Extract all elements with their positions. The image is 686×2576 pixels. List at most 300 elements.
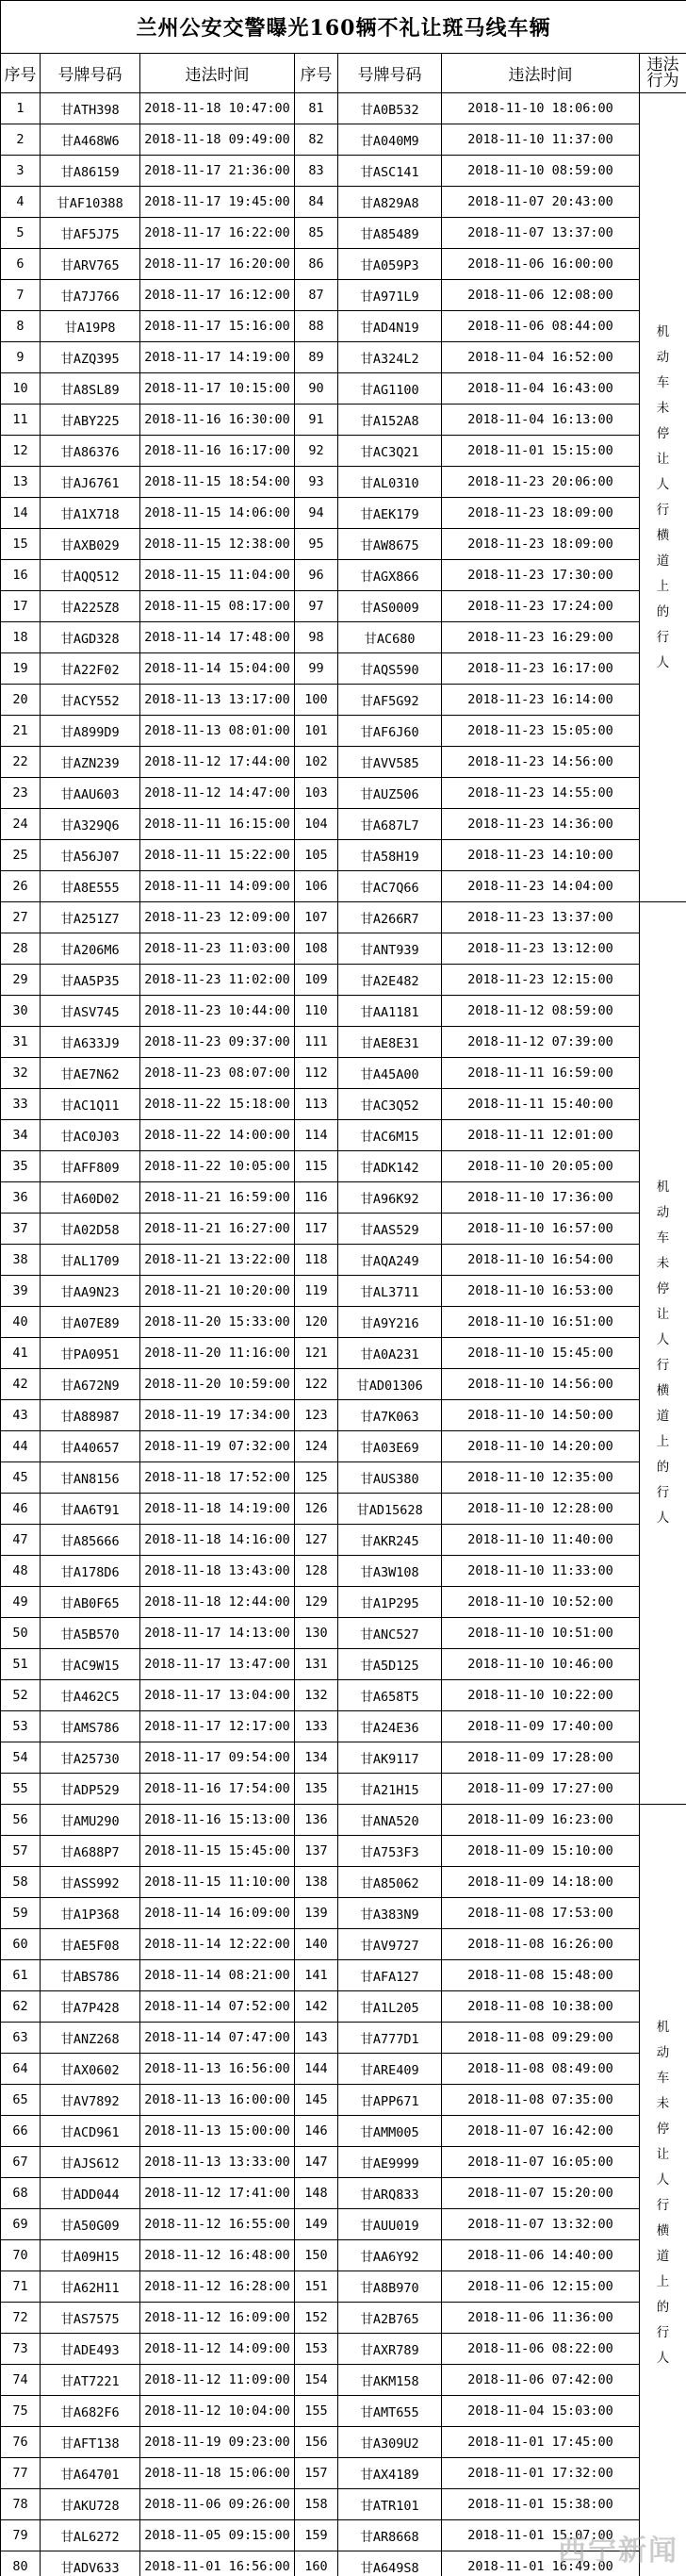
row-seq-left: 76 bbox=[1, 2427, 41, 2458]
table-row bbox=[1, 1649, 686, 1680]
row-time-right: 2018-11-04 16:43:00 bbox=[442, 373, 640, 405]
row-plate-left: 甘AKU728 bbox=[41, 2489, 140, 2520]
row-plate-right: 甘AC7Q66 bbox=[338, 871, 442, 902]
row-time-left: 2018-11-15 08:17:00 bbox=[140, 591, 295, 622]
row-seq-left: 45 bbox=[1, 1462, 41, 1494]
row-seq-right: 136 bbox=[295, 1805, 338, 1836]
row-seq-right: 82 bbox=[295, 124, 338, 156]
row-seq-left: 72 bbox=[1, 2303, 41, 2334]
table-row bbox=[1, 2489, 686, 2520]
row-plate-left: 甘AMU290 bbox=[41, 1805, 140, 1836]
row-plate-right: 甘A971L9 bbox=[338, 280, 442, 311]
row-seq-left: 31 bbox=[1, 1027, 41, 1058]
row-time-right: 2018-11-10 16:51:00 bbox=[442, 1307, 640, 1338]
row-plate-left: 甘A462C5 bbox=[41, 1680, 140, 1711]
row-seq-left: 73 bbox=[1, 2334, 41, 2365]
row-seq-left: 61 bbox=[1, 1960, 41, 1991]
row-seq-left: 77 bbox=[1, 2458, 41, 2489]
row-seq-right: 107 bbox=[295, 902, 338, 933]
row-seq-right: 146 bbox=[295, 2116, 338, 2147]
row-seq-left: 59 bbox=[1, 1898, 41, 1929]
row-time-right: 2018-11-09 15:10:00 bbox=[442, 1836, 640, 1867]
row-seq-left: 52 bbox=[1, 1680, 41, 1711]
row-seq-right: 110 bbox=[295, 996, 338, 1027]
row-seq-left: 3 bbox=[1, 156, 41, 187]
row-plate-left: 甘AJ6761 bbox=[41, 467, 140, 498]
row-plate-right: 甘AG1100 bbox=[338, 373, 442, 405]
row-seq-right: 95 bbox=[295, 529, 338, 560]
row-plate-right: 甘ATR101 bbox=[338, 2489, 442, 2520]
row-time-left: 2018-11-13 15:00:00 bbox=[140, 2116, 295, 2147]
row-plate-left: 甘AE5F08 bbox=[41, 1929, 140, 1960]
table-row bbox=[1, 2365, 686, 2396]
row-time-left: 2018-11-11 16:15:00 bbox=[140, 809, 295, 840]
row-time-right: 2018-11-10 14:50:00 bbox=[442, 1400, 640, 1431]
row-time-left: 2018-11-12 11:09:00 bbox=[140, 2365, 295, 2396]
row-time-right: 2018-11-06 07:42:00 bbox=[442, 2365, 640, 2396]
row-seq-left: 48 bbox=[1, 1556, 41, 1587]
row-plate-left: 甘A1P368 bbox=[41, 1898, 140, 1929]
row-time-right: 2018-11-23 16:17:00 bbox=[442, 653, 640, 685]
row-plate-left: 甘ADE493 bbox=[41, 2334, 140, 2365]
row-time-left: 2018-11-14 07:47:00 bbox=[140, 2023, 295, 2054]
row-time-left: 2018-11-15 11:10:00 bbox=[140, 1867, 295, 1898]
row-time-right: 2018-11-08 07:35:00 bbox=[442, 2085, 640, 2116]
table-body bbox=[1, 1, 686, 2576]
row-plate-left: 甘A56J07 bbox=[41, 840, 140, 871]
row-plate-right: 甘ASC141 bbox=[338, 156, 442, 187]
row-time-right: 2018-11-10 16:53:00 bbox=[442, 1276, 640, 1307]
row-seq-right: 99 bbox=[295, 653, 338, 685]
row-time-right: 2018-11-10 10:46:00 bbox=[442, 1649, 640, 1680]
row-time-left: 2018-11-13 13:17:00 bbox=[140, 685, 295, 716]
table-row bbox=[1, 1089, 686, 1120]
row-plate-left: 甘AV7892 bbox=[41, 2085, 140, 2116]
row-plate-left: 甘ACY552 bbox=[41, 685, 140, 716]
row-seq-left: 43 bbox=[1, 1400, 41, 1431]
row-plate-right: 甘A96K92 bbox=[338, 1182, 442, 1214]
row-plate-left: 甘ARV765 bbox=[41, 249, 140, 280]
row-time-right: 2018-11-10 10:22:00 bbox=[442, 1680, 640, 1711]
row-time-left: 2018-11-18 09:49:00 bbox=[140, 124, 295, 156]
row-time-left: 2018-11-22 10:05:00 bbox=[140, 1151, 295, 1182]
row-seq-right: 126 bbox=[295, 1494, 338, 1525]
row-time-right: 2018-11-23 17:24:00 bbox=[442, 591, 640, 622]
row-seq-right: 144 bbox=[295, 2054, 338, 2085]
row-time-right: 2018-11-23 14:56:00 bbox=[442, 747, 640, 778]
row-plate-right: 甘ANC527 bbox=[338, 1618, 442, 1649]
row-seq-left: 74 bbox=[1, 2365, 41, 2396]
row-time-left: 2018-11-14 12:22:00 bbox=[140, 1929, 295, 1960]
table-row bbox=[1, 653, 686, 685]
row-plate-left: 甘A225Z8 bbox=[41, 591, 140, 622]
row-seq-right: 156 bbox=[295, 2427, 338, 2458]
table-row bbox=[1, 2396, 686, 2427]
row-time-right: 2018-11-08 16:26:00 bbox=[442, 1929, 640, 1960]
header-seq-right: 序号 bbox=[295, 54, 338, 93]
row-plate-left: 甘A02D58 bbox=[41, 1214, 140, 1245]
row-plate-right: 甘ARE409 bbox=[338, 2054, 442, 2085]
row-time-right: 2018-11-04 16:52:00 bbox=[442, 342, 640, 373]
table-row bbox=[1, 965, 686, 996]
row-seq-left: 66 bbox=[1, 2116, 41, 2147]
row-seq-right: 141 bbox=[295, 1960, 338, 1991]
table-row bbox=[1, 436, 686, 467]
row-plate-right: 甘A7K063 bbox=[338, 1400, 442, 1431]
row-time-right: 2018-11-10 16:54:00 bbox=[442, 1245, 640, 1276]
row-plate-left: 甘ABS786 bbox=[41, 1960, 140, 1991]
table-row bbox=[1, 2209, 686, 2240]
row-time-left: 2018-11-18 15:06:00 bbox=[140, 2458, 295, 2489]
row-time-right: 2018-11-10 08:59:00 bbox=[442, 156, 640, 187]
row-plate-right: 甘A059P3 bbox=[338, 249, 442, 280]
row-plate-left: 甘AXB029 bbox=[41, 529, 140, 560]
header-row bbox=[1, 54, 686, 93]
row-time-right: 2018-11-23 15:05:00 bbox=[442, 716, 640, 747]
row-seq-right: 152 bbox=[295, 2303, 338, 2334]
table-row bbox=[1, 2303, 686, 2334]
table-row bbox=[1, 2054, 686, 2085]
row-seq-left: 40 bbox=[1, 1307, 41, 1338]
row-seq-right: 116 bbox=[295, 1182, 338, 1214]
table-row bbox=[1, 1711, 686, 1742]
row-seq-left: 7 bbox=[1, 280, 41, 311]
row-seq-left: 68 bbox=[1, 2178, 41, 2209]
row-time-right: 2018-11-09 16:23:00 bbox=[442, 1805, 640, 1836]
row-time-left: 2018-11-17 10:15:00 bbox=[140, 373, 295, 405]
row-time-right: 2018-11-07 20:43:00 bbox=[442, 187, 640, 218]
table-row bbox=[1, 2147, 686, 2178]
row-time-left: 2018-11-19 07:32:00 bbox=[140, 1431, 295, 1462]
row-plate-left: 甘A672N9 bbox=[41, 1369, 140, 1400]
row-seq-left: 33 bbox=[1, 1089, 41, 1120]
table-row bbox=[1, 840, 686, 871]
table-row bbox=[1, 591, 686, 622]
row-time-right: 2018-11-23 14:04:00 bbox=[442, 871, 640, 902]
row-plate-right: 甘AAS529 bbox=[338, 1214, 442, 1245]
row-plate-right: 甘AUU019 bbox=[338, 2209, 442, 2240]
row-time-left: 2018-11-16 16:30:00 bbox=[140, 405, 295, 436]
row-seq-right: 97 bbox=[295, 591, 338, 622]
row-seq-left: 1 bbox=[1, 93, 41, 124]
table-row bbox=[1, 2334, 686, 2365]
table-row bbox=[1, 1867, 686, 1898]
row-seq-right: 100 bbox=[295, 685, 338, 716]
row-seq-left: 32 bbox=[1, 1058, 41, 1089]
row-seq-left: 71 bbox=[1, 2271, 41, 2303]
row-seq-right: 103 bbox=[295, 778, 338, 809]
row-seq-right: 127 bbox=[295, 1525, 338, 1556]
row-seq-right: 134 bbox=[295, 1742, 338, 1774]
row-seq-right: 123 bbox=[295, 1400, 338, 1431]
row-plate-right: 甘AC6M15 bbox=[338, 1120, 442, 1151]
row-time-left: 2018-11-17 16:22:00 bbox=[140, 218, 295, 249]
table-row bbox=[1, 747, 686, 778]
row-time-left: 2018-11-15 11:04:00 bbox=[140, 560, 295, 591]
row-plate-left: 甘A688P7 bbox=[41, 1836, 140, 1867]
table-row bbox=[1, 1618, 686, 1649]
row-plate-right: 甘AC3Q52 bbox=[338, 1089, 442, 1120]
row-seq-right: 160 bbox=[295, 2551, 338, 2576]
table-row bbox=[1, 529, 686, 560]
row-plate-left: 甘AJS612 bbox=[41, 2147, 140, 2178]
row-time-right: 2018-11-06 11:36:00 bbox=[442, 2303, 640, 2334]
table-row bbox=[1, 1494, 686, 1525]
row-time-left: 2018-11-12 16:55:00 bbox=[140, 2209, 295, 2240]
header-time-right: 违法时间 bbox=[442, 54, 640, 93]
row-plate-right: 甘A2B765 bbox=[338, 2303, 442, 2334]
row-time-left: 2018-11-23 10:44:00 bbox=[140, 996, 295, 1027]
row-seq-right: 106 bbox=[295, 871, 338, 902]
table-row bbox=[1, 871, 686, 902]
row-time-left: 2018-11-23 09:37:00 bbox=[140, 1027, 295, 1058]
row-plate-right: 甘A03E69 bbox=[338, 1431, 442, 1462]
row-seq-left: 47 bbox=[1, 1525, 41, 1556]
row-seq-right: 98 bbox=[295, 622, 338, 653]
row-plate-left: 甘A86376 bbox=[41, 436, 140, 467]
row-seq-left: 67 bbox=[1, 2147, 41, 2178]
row-time-right: 2018-11-01 15:38:00 bbox=[442, 2489, 640, 2520]
row-seq-left: 17 bbox=[1, 591, 41, 622]
row-time-right: 2018-11-11 15:40:00 bbox=[442, 1089, 640, 1120]
table-row bbox=[1, 685, 686, 716]
row-time-right: 2018-11-01 15:07:00 bbox=[442, 2520, 640, 2551]
row-plate-left: 甘A40657 bbox=[41, 1431, 140, 1462]
row-plate-right: 甘A383N9 bbox=[338, 1898, 442, 1929]
row-seq-right: 101 bbox=[295, 716, 338, 747]
row-seq-left: 19 bbox=[1, 653, 41, 685]
row-time-left: 2018-11-18 13:43:00 bbox=[140, 1556, 295, 1587]
row-seq-left: 80 bbox=[1, 2551, 41, 2576]
row-time-right: 2018-11-10 16:57:00 bbox=[442, 1214, 640, 1245]
row-time-right: 2018-11-06 12:15:00 bbox=[442, 2271, 640, 2303]
row-time-left: 2018-11-15 14:06:00 bbox=[140, 498, 295, 529]
table-row bbox=[1, 2116, 686, 2147]
row-time-left: 2018-11-22 15:18:00 bbox=[140, 1089, 295, 1120]
row-seq-left: 46 bbox=[1, 1494, 41, 1525]
row-time-right: 2018-11-11 16:59:00 bbox=[442, 1058, 640, 1089]
row-plate-left: 甘AAU603 bbox=[41, 778, 140, 809]
row-plate-right: 甘AQS590 bbox=[338, 653, 442, 685]
row-plate-right: 甘A58H19 bbox=[338, 840, 442, 871]
row-time-left: 2018-11-18 14:16:00 bbox=[140, 1525, 295, 1556]
row-time-left: 2018-11-21 10:20:00 bbox=[140, 1276, 295, 1307]
row-time-right: 2018-11-23 12:15:00 bbox=[442, 965, 640, 996]
row-seq-left: 27 bbox=[1, 902, 41, 933]
row-time-right: 2018-11-23 13:37:00 bbox=[442, 902, 640, 933]
row-seq-left: 44 bbox=[1, 1431, 41, 1462]
row-seq-left: 8 bbox=[1, 311, 41, 342]
row-plate-right: 甘APP671 bbox=[338, 2085, 442, 2116]
row-plate-right: 甘AMT655 bbox=[338, 2396, 442, 2427]
row-seq-left: 24 bbox=[1, 809, 41, 840]
row-time-left: 2018-11-20 11:16:00 bbox=[140, 1338, 295, 1369]
table-row bbox=[1, 2240, 686, 2271]
row-time-left: 2018-11-17 16:12:00 bbox=[140, 280, 295, 311]
row-plate-right: 甘AEK179 bbox=[338, 498, 442, 529]
row-plate-right: 甘AX4189 bbox=[338, 2458, 442, 2489]
row-plate-left: 甘AN8156 bbox=[41, 1462, 140, 1494]
row-time-right: 2018-11-12 08:59:00 bbox=[442, 996, 640, 1027]
row-plate-right: 甘A85489 bbox=[338, 218, 442, 249]
row-time-left: 2018-11-12 10:04:00 bbox=[140, 2396, 295, 2427]
row-plate-left: 甘AFF809 bbox=[41, 1151, 140, 1182]
table-row bbox=[1, 124, 686, 156]
row-time-left: 2018-11-17 12:17:00 bbox=[140, 1711, 295, 1742]
row-seq-left: 53 bbox=[1, 1711, 41, 1742]
row-plate-left: 甘A60D02 bbox=[41, 1182, 140, 1214]
row-plate-left: 甘AQQ512 bbox=[41, 560, 140, 591]
row-time-right: 2018-11-10 18:06:00 bbox=[442, 93, 640, 124]
table-row bbox=[1, 311, 686, 342]
row-plate-right: 甘A85062 bbox=[338, 1867, 442, 1898]
row-time-left: 2018-11-12 14:47:00 bbox=[140, 778, 295, 809]
row-seq-left: 26 bbox=[1, 871, 41, 902]
row-plate-right: 甘AK9117 bbox=[338, 1742, 442, 1774]
row-seq-right: 145 bbox=[295, 2085, 338, 2116]
row-seq-right: 120 bbox=[295, 1307, 338, 1338]
row-time-left: 2018-11-17 14:13:00 bbox=[140, 1618, 295, 1649]
row-time-right: 2018-11-07 16:42:00 bbox=[442, 2116, 640, 2147]
row-time-right: 2018-11-04 16:13:00 bbox=[442, 405, 640, 436]
row-plate-left: 甘A899D9 bbox=[41, 716, 140, 747]
row-seq-left: 9 bbox=[1, 342, 41, 373]
row-time-right: 2018-11-01 15:15:00 bbox=[442, 436, 640, 467]
row-seq-left: 64 bbox=[1, 2054, 41, 2085]
row-plate-left: 甘AB0F65 bbox=[41, 1587, 140, 1618]
row-time-right: 2018-11-23 14:36:00 bbox=[442, 809, 640, 840]
row-plate-right: 甘A45A00 bbox=[338, 1058, 442, 1089]
row-seq-right: 119 bbox=[295, 1276, 338, 1307]
table-row bbox=[1, 1307, 686, 1338]
row-time-right: 2018-11-23 20:06:00 bbox=[442, 467, 640, 498]
row-plate-right: 甘A1L205 bbox=[338, 1991, 442, 2023]
table-row bbox=[1, 1276, 686, 1307]
row-plate-left: 甘AL6272 bbox=[41, 2520, 140, 2551]
row-seq-left: 63 bbox=[1, 2023, 41, 2054]
row-time-right: 2018-11-23 14:55:00 bbox=[442, 778, 640, 809]
table-row bbox=[1, 187, 686, 218]
row-seq-left: 29 bbox=[1, 965, 41, 996]
row-plate-right: 甘A687L7 bbox=[338, 809, 442, 840]
row-time-right: 2018-11-08 15:48:00 bbox=[442, 1960, 640, 1991]
row-seq-right: 129 bbox=[295, 1587, 338, 1618]
row-seq-left: 57 bbox=[1, 1836, 41, 1867]
row-seq-left: 18 bbox=[1, 622, 41, 653]
row-plate-left: 甘A25730 bbox=[41, 1742, 140, 1774]
row-plate-right: 甘A753F3 bbox=[338, 1836, 442, 1867]
row-plate-right: 甘AA6Y92 bbox=[338, 2240, 442, 2271]
row-seq-left: 37 bbox=[1, 1214, 41, 1245]
row-time-left: 2018-11-17 13:04:00 bbox=[140, 1680, 295, 1711]
row-time-left: 2018-11-01 16:56:00 bbox=[140, 2551, 295, 2576]
row-seq-left: 41 bbox=[1, 1338, 41, 1369]
row-time-left: 2018-11-17 16:20:00 bbox=[140, 249, 295, 280]
row-time-left: 2018-11-17 15:16:00 bbox=[140, 311, 295, 342]
row-plate-left: 甘ABY225 bbox=[41, 405, 140, 436]
row-plate-right: 甘AUS380 bbox=[338, 1462, 442, 1494]
row-seq-right: 93 bbox=[295, 467, 338, 498]
row-seq-right: 138 bbox=[295, 1867, 338, 1898]
row-time-right: 2018-11-07 13:37:00 bbox=[442, 218, 640, 249]
row-plate-right: 甘A5D125 bbox=[338, 1649, 442, 1680]
table-row bbox=[1, 622, 686, 653]
row-seq-left: 62 bbox=[1, 1991, 41, 2023]
table-row bbox=[1, 809, 686, 840]
row-seq-left: 2 bbox=[1, 124, 41, 156]
header-seq-left: 序号 bbox=[1, 54, 41, 93]
row-time-right: 2018-11-08 08:49:00 bbox=[442, 2054, 640, 2085]
row-plate-left: 甘A88987 bbox=[41, 1400, 140, 1431]
row-plate-right: 甘ARQ833 bbox=[338, 2178, 442, 2209]
row-seq-right: 81 bbox=[295, 93, 338, 124]
row-time-left: 2018-11-20 10:59:00 bbox=[140, 1369, 295, 1400]
row-plate-right: 甘A1P295 bbox=[338, 1587, 442, 1618]
table-row bbox=[1, 156, 686, 187]
row-plate-left: 甘A5B570 bbox=[41, 1618, 140, 1649]
row-plate-right: 甘ADK142 bbox=[338, 1151, 442, 1182]
row-time-right: 2018-11-10 14:20:00 bbox=[442, 1431, 640, 1462]
row-plate-left: 甘AS7575 bbox=[41, 2303, 140, 2334]
row-seq-right: 87 bbox=[295, 280, 338, 311]
row-plate-left: 甘ASS992 bbox=[41, 1867, 140, 1898]
row-time-left: 2018-11-23 12:09:00 bbox=[140, 902, 295, 933]
row-time-right: 2018-11-10 15:45:00 bbox=[442, 1338, 640, 1369]
row-time-right: 2018-11-06 08:22:00 bbox=[442, 2334, 640, 2365]
row-plate-right: 甘A152A8 bbox=[338, 405, 442, 436]
row-time-right: 2018-11-11 12:01:00 bbox=[442, 1120, 640, 1151]
row-plate-left: 甘A22F02 bbox=[41, 653, 140, 685]
row-seq-left: 38 bbox=[1, 1245, 41, 1276]
row-time-left: 2018-11-12 17:41:00 bbox=[140, 2178, 295, 2209]
row-plate-right: 甘AMM005 bbox=[338, 2116, 442, 2147]
row-plate-left: 甘A8SL89 bbox=[41, 373, 140, 405]
table-row bbox=[1, 342, 686, 373]
row-seq-right: 124 bbox=[295, 1431, 338, 1462]
table-row bbox=[1, 1898, 686, 1929]
row-seq-right: 88 bbox=[295, 311, 338, 342]
row-plate-left: 甘ADD044 bbox=[41, 2178, 140, 2209]
row-plate-left: 甘A1X718 bbox=[41, 498, 140, 529]
row-seq-right: 149 bbox=[295, 2209, 338, 2240]
row-seq-right: 112 bbox=[295, 1058, 338, 1089]
row-seq-left: 79 bbox=[1, 2520, 41, 2551]
row-seq-left: 13 bbox=[1, 467, 41, 498]
row-seq-right: 109 bbox=[295, 965, 338, 996]
row-plate-right: 甘AD01306 bbox=[338, 1369, 442, 1400]
table-row bbox=[1, 1680, 686, 1711]
row-plate-right: 甘A777D1 bbox=[338, 2023, 442, 2054]
row-plate-left: 甘A7J766 bbox=[41, 280, 140, 311]
row-plate-left: 甘A178D6 bbox=[41, 1556, 140, 1587]
row-time-left: 2018-11-20 15:33:00 bbox=[140, 1307, 295, 1338]
table-row bbox=[1, 1214, 686, 1245]
row-plate-right: 甘A649S8 bbox=[338, 2551, 442, 2576]
table-row bbox=[1, 2427, 686, 2458]
table-row bbox=[1, 1120, 686, 1151]
row-time-right: 2018-11-09 17:28:00 bbox=[442, 1742, 640, 1774]
row-seq-left: 4 bbox=[1, 187, 41, 218]
row-seq-right: 92 bbox=[295, 436, 338, 467]
row-time-right: 2018-11-10 11:40:00 bbox=[442, 1525, 640, 1556]
table-row bbox=[1, 560, 686, 591]
table-row bbox=[1, 218, 686, 249]
row-seq-right: 113 bbox=[295, 1089, 338, 1120]
table-row bbox=[1, 2178, 686, 2209]
row-plate-left: 甘AC1Q11 bbox=[41, 1089, 140, 1120]
row-time-left: 2018-11-13 16:00:00 bbox=[140, 2085, 295, 2116]
row-seq-right: 140 bbox=[295, 1929, 338, 1960]
